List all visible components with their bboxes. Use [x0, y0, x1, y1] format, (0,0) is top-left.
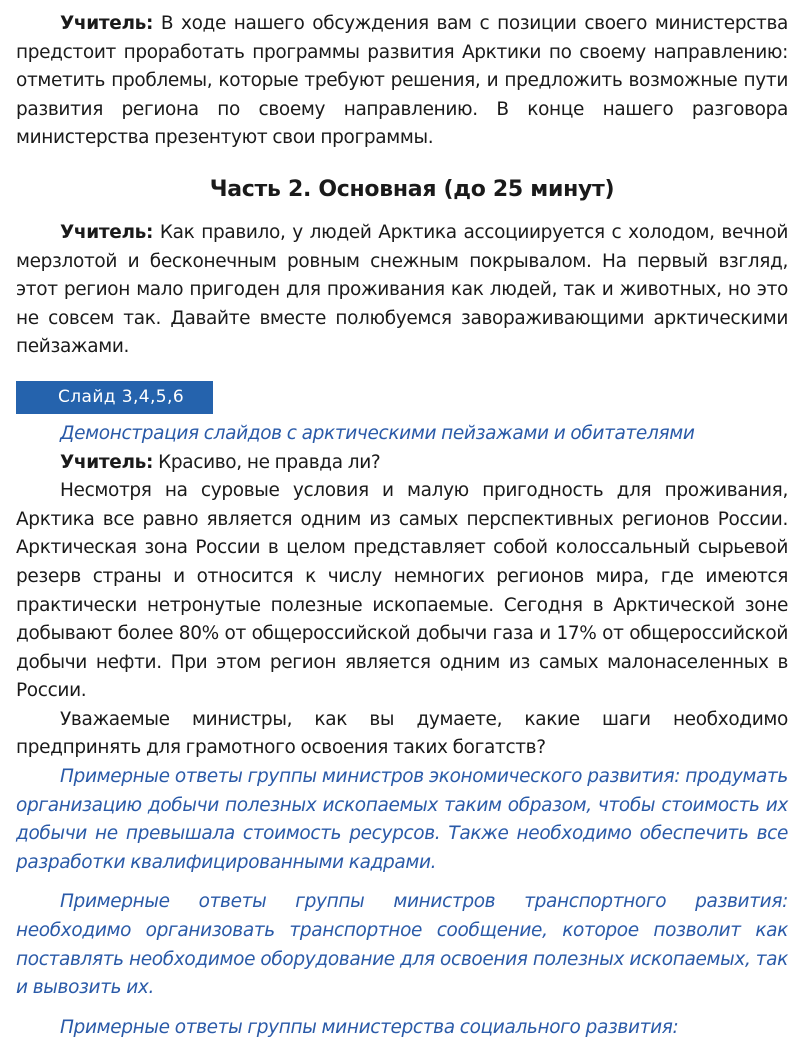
- intro-text: В ходе нашего обсуждения вам с позиции своего министерства предстоит проработать программы развития Арктики по своему направлению: отметить проблемы, которые требуют решения, и предложить возможные пути развития региона по своему направлению. В конце нашего разговора министерства презентуют свои программы.: [16, 13, 788, 149]
- teacher-text-2: Красиво, не правда ли?: [153, 451, 381, 473]
- intro-paragraph: [16, 10, 788, 153]
- resources-paragraph: Несмотря на суровые условия и малую пригодность для проживания, Арктика все равно является одним из самых перспективных регионов России. Арктическая зона России в целом представляет собой колоссальный сырьевой резерв страны и относится к числу немногих регионов мира, где имеются практически нетронутые полезные ископаемые. Сегодня в Арктической зоне добывают более 80% от общероссийской добычи газа и 17% от общероссийской добычи нефти. При этом регион является одним из самых малонаселенных в России.: [16, 480, 788, 702]
- teacher-text-1: Как правило, у людей Арктика ассоциируется с холодом, вечной мерзлотой и бесконечным ровным снежным покрывалом. На первый взгляд, этот регион мало пригоден для проживания как людей, так и животных, но это не совсем так. Давайте вместе полюбуемся завораживающими арктическими пейзажами.: [16, 221, 788, 358]
- answer-transport: Примерные ответы группы министров транспортного развития: необходимо организовать транспортное сообщение, которое позволит как поставлять необходимое оборудование для освоения полезных ископаемых, так и вывозить их.: [16, 891, 788, 999]
- speaker-label: Учитель:: [60, 13, 154, 34]
- answer-social: Примерные ответы группы министерства социального развития:: [60, 1016, 679, 1038]
- answer-economic: Примерные ответы группы министров экономического развития: продумать организацию добычи полезных ископаемых таким образом, чтобы стоимость их добычи не превышала стоимость ресурсов. Также необходимо обеспечить все разработки квалифицированными кадрами.: [16, 766, 788, 873]
- question-paragraph: Уважаемые министры, как вы думаете, какие шаги необходимо предпринять для грамотного освоения таких богатств?: [16, 708, 788, 759]
- teacher-paragraph-2: [16, 449, 788, 478]
- speaker-label: Учитель:: [60, 221, 154, 243]
- teacher-paragraph-1: [16, 219, 788, 362]
- slide-badge-row: [16, 381, 788, 414]
- slide-badge: Слайд 3,4,5,6: [16, 381, 213, 414]
- section-title: Часть 2. Основная (до 25 минут): [209, 176, 615, 202]
- speaker-label: Учитель:: [60, 451, 154, 473]
- demo-note: Демонстрация слайдов с арктическими пейзажами и обитателями: [60, 422, 695, 444]
